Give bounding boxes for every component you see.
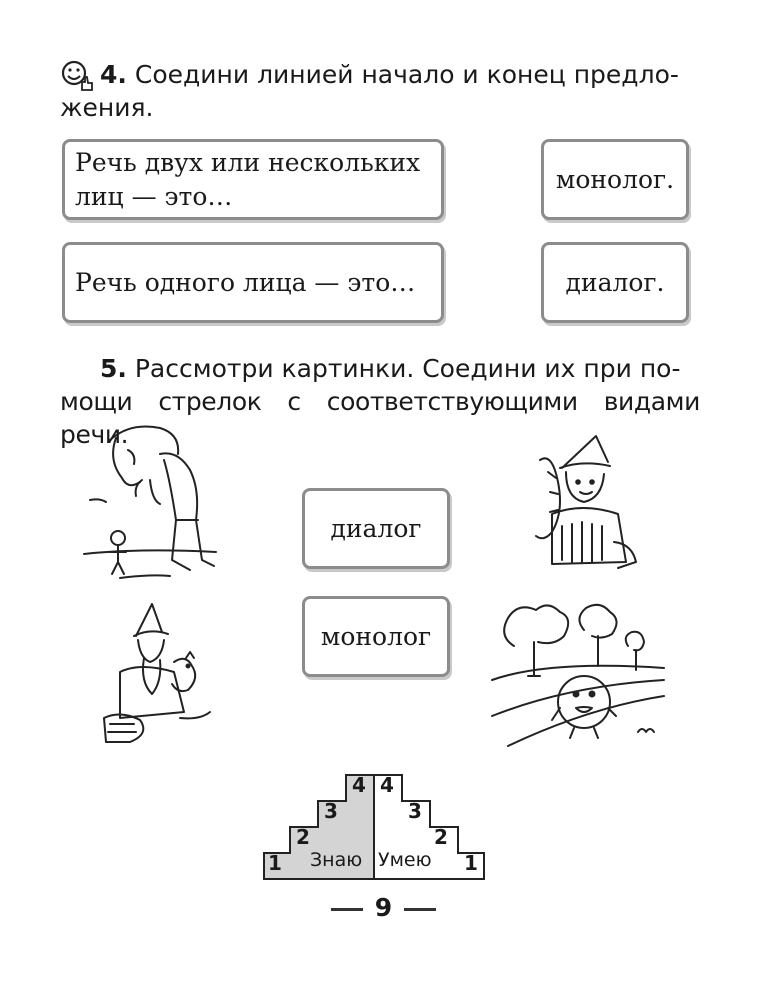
ladder-step-left-1[interactable]: 1 [268,851,282,875]
sentence-end-box-monolog[interactable] [541,139,689,220]
page-number-dash-right [404,908,436,911]
task-4-text-line2: жения. [60,93,154,122]
sentence-start-box-2[interactable] [62,242,444,323]
sentence-end-monolog-text: монолог. [555,164,675,194]
illustration-giant-and-child[interactable] [80,420,220,580]
sentence-end-box-dialog[interactable] [541,242,689,323]
task-5-text-line2: мощи стрелок с соответствующими видами речи. [60,387,700,449]
illustration-kolobok-on-road[interactable] [488,596,668,748]
page-number [0,893,767,922]
illustration-dwarf-with-fish[interactable] [522,432,642,578]
task-5-number: 5. [100,354,127,383]
ladder-step-right-2[interactable]: 2 [434,825,448,849]
speech-type-box-dialog[interactable] [302,488,450,569]
speech-type-box-monolog[interactable] [302,596,450,677]
sentence-end-dialog-text: диалог. [565,267,665,297]
ladder-step-right-3[interactable]: 3 [408,799,422,823]
illustration-old-man-with-rooster[interactable] [100,602,220,746]
speech-type-dialog-text: диалог [330,513,422,543]
task-4-instruction [60,58,700,124]
speech-type-monolog-text: монолог [320,621,432,651]
sentence-start-box-1[interactable] [62,139,444,220]
page-number-dash-left [331,908,363,911]
ladder-step-left-4[interactable]: 4 [352,773,366,797]
task-4-text: Соедини линией начало и конец предло- [134,60,679,89]
page-number-value: 9 [374,893,393,922]
task-4-number: 4. [100,60,127,89]
task-5-text: Рассмотри картинки. Соедини их при по- [134,354,681,383]
sentence-start-1-line2: лиц — это… [75,181,233,211]
ladder-know-label: Знаю [310,849,363,871]
ladder-labels [262,773,486,881]
ladder-step-right-1[interactable]: 1 [464,851,478,875]
sentence-start-2-text: Речь одного лица — это… [75,267,416,297]
ladder-step-left-3[interactable]: 3 [324,799,338,823]
sentence-start-1-line1: Речь двух или нескольких [75,147,421,177]
ladder-step-right-4[interactable]: 4 [380,773,394,797]
ladder-step-left-2[interactable]: 2 [296,825,310,849]
ladder-can-label: Умею [378,849,432,871]
